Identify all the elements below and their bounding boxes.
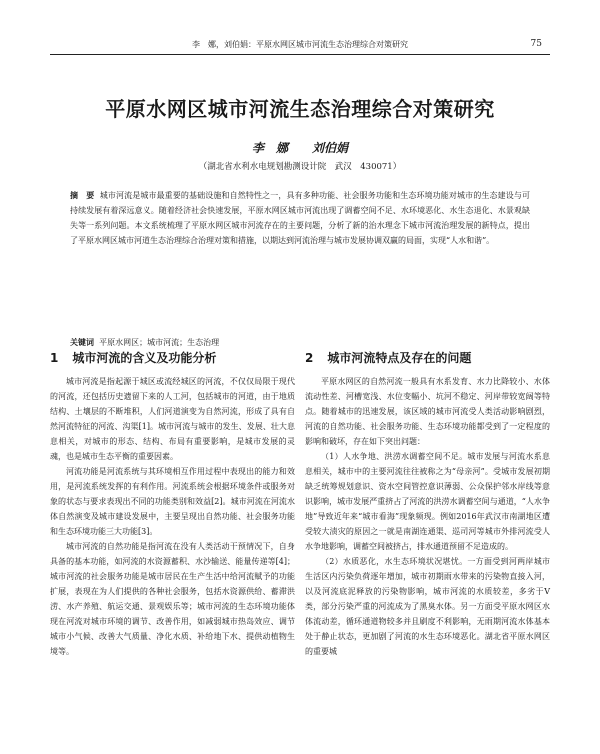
abstract (70, 188, 530, 248)
section-heading (50, 349, 295, 366)
section-title: 城市河流特点及存在的问题 (327, 351, 472, 365)
running-title: 李 娜，刘伯娟：平原水网区城市河流生态治理综合对策研究 (192, 40, 408, 49)
abstract-label: 摘 要 (70, 191, 95, 200)
abstract-text: 城市河流是城市最重要的基础设施和自然特性之一，具有多种功能、社会服务功能和生态环境功能对城市的生态建设与可持续发展有着深远意义。随着经济社会快速发展，平原水网区城市河流出现了调蓄空间不足、水环境恶化、水生态退化、水景观缺失等一系列问题。本文系统梳理了平原水网区城市河流存在的主要问题，分析了新的治水理念下城市河流治理发展的新特点，提出了平原水网区城市河道生态治理综合治理对策和措施，以期达到河流治理与城市发展协调双赢的局面，实现“人水和谐”。 (70, 191, 531, 245)
affiliation: （湖北省水利水电规划勘测设计院 武汉 430071） (198, 162, 402, 172)
paper-title: 平原水网区城市河流生态治理综合对策研究 (105, 97, 495, 121)
paragraph: 平原水网区的自然河流一般具有水系发育、水力比降较小、水体流动性差、河槽宽浅、水位变幅小、坑河不稳定、河岸带较宽阔等特点。随着城市的迅速发展，该区域的城市河流受人类活动影响剧烈，河流的自然功能、社会服务功能、生态环境功能都受到了一定程度的影响和破坏，存在如下突出问题： (305, 377, 550, 446)
section-number: 1 (50, 351, 59, 365)
paragraph: 城市河流是指起源于城区或流经城区的河流，不仅仅局限于现代的河流，还包括历史遗留下来的人工河，包括城市的河道，由于地质结构、土壤层的不断堆积，人们河道演变为自然河流，形成了具有自然河流特征的河流、沟渠[1]。城市河流与城市的发生、发展、壮大息息相关，对城市的形态、结构、布局有重要影响，是城市发展的灵魂，也是城市生态平衡的重要因素。 (50, 377, 295, 461)
paragraph: 城市河流的自然功能是指河流在没有人类活动干预情况下，自身具备的基本功能，如河流的水资源蓄积、水沙输送、能量传递等[4]；城市河流的社会服务功能是城市居民在生产生活中给河流赋予的功能扩展，表现在为人们提供的各种社会服务，包括水资源供给、蓄滞洪涝、水产养殖、航运交通、景观娱乐等；城市河流的生态环境功能体现在河流对城市环境的调节、改善作用，如减弱城市热岛效应、调节城市小气候、改善大气质量、净化水质、补给地下水、提供动植物生境等。 (50, 542, 295, 656)
section-heading (305, 349, 550, 366)
section-title: 城市河流的含义及功能分析 (72, 351, 217, 365)
keywords-text: 平原水网区；城市河流；生态治理 (99, 338, 220, 347)
running-header (50, 36, 550, 55)
paragraph: 河流功能是河流系统与其环境相互作用过程中表现出的能力和效用，是河流系统发挥的有利作用。河流系统会根据环境条件或服务对象的状态与要求表现出不同的功能类别和效益[2]。城市河流在河流水体自然演变及城市建设发展中，主要呈现出自然功能、社会服务功能和生态环境功能三大功能[3]。 (50, 467, 295, 536)
keywords (70, 335, 530, 350)
section-number: 2 (305, 351, 314, 365)
right-column (305, 349, 550, 659)
page-number: 75 (530, 39, 542, 49)
paragraph: （2）水质恶化，水生态环境状况堪忧。一方面受到河两岸城市生活区内污染负荷逐年增加，城市初期雨水带来的污染物直接入河，以及河流底泥释放的污染物影响，城市河流的水质较差，多劣于Ⅴ类，部分污染严重的河流成为了黑臭水体。另一方面受平原水网区水体流动差，循环通道物较多并且刷度不利影响，无雨期河流水体基本处于静止状态，更加剧了河流的水生态环境恶化。湖北省平原水网区的重要城 (305, 557, 550, 656)
keywords-label: 关键词 (70, 338, 94, 347)
authors: 李 娜 刘伯娟 (251, 141, 348, 155)
paragraph: （1）人水争地、洪涝水调蓄空间不足。城市发展与河流水系息息相关，城市中的主要河流往往被称之为“母亲河”。受城市发展初期缺乏统筹规划意识、资水空间管控意识薄弱、公众保护邻水岸线等意识影响，城市发展严重挤占了河流的洪涝水调蓄空间与通道，“人水争地”导致近年来“城市看海”现象频现。例如2016年武汉市南湖地区遭受较大渍灾的原因之一就是南湖连通渠、巡司河等城市外排河流受人水争地影响，调蓄空间被挤占，排水通道预留不足造成的。 (305, 452, 550, 551)
left-column (50, 349, 295, 659)
